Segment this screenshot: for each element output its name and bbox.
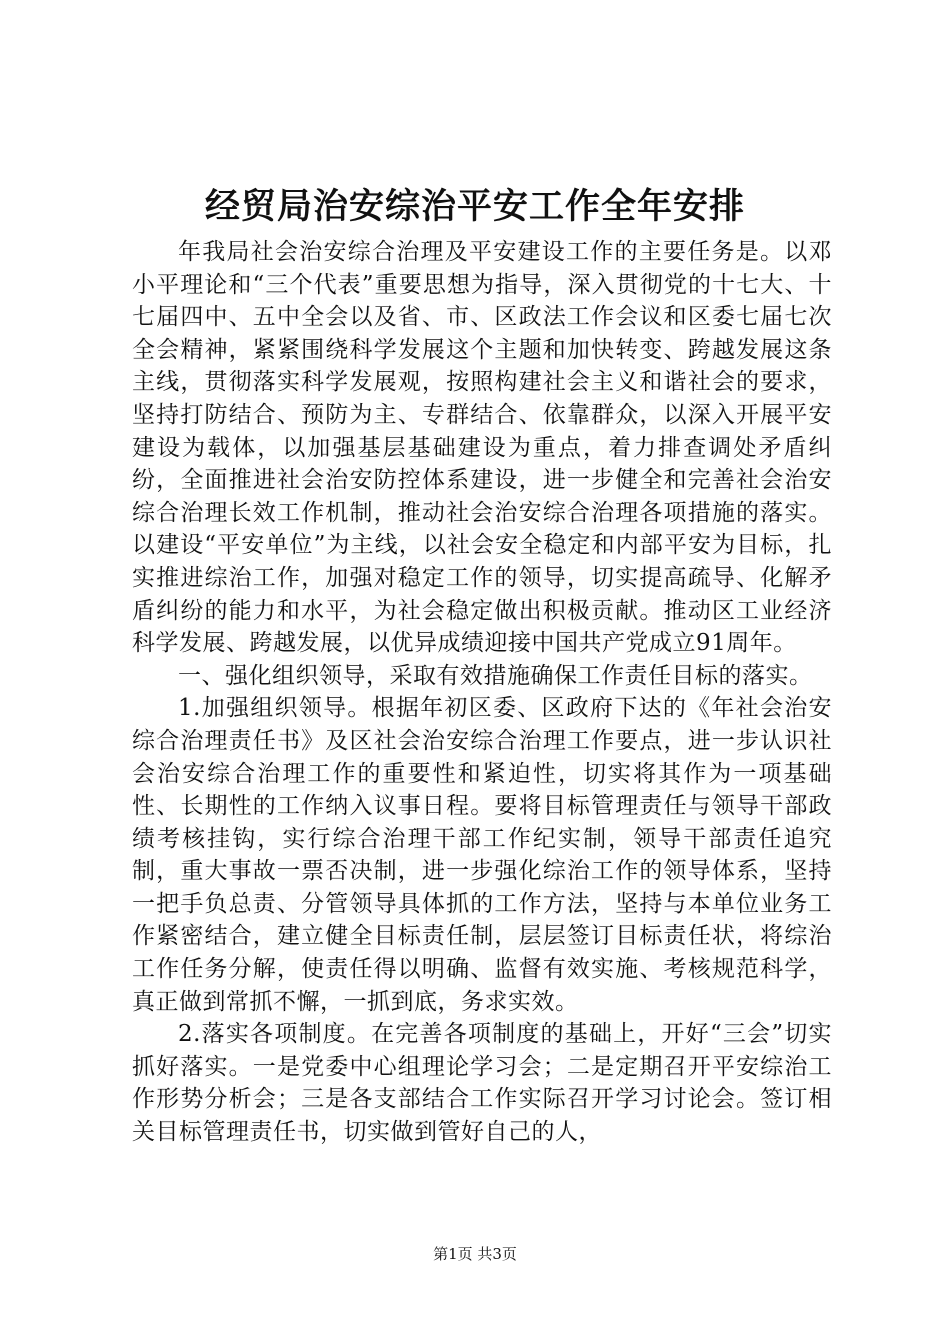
item-paragraph-1: 1.加强组织领导。根据年初区委、区政府下达的《年社会治安综合治理责任书》及区社会治安综合治理工作要点，进一步认识社会治安综合治理工作的重要性和紧迫性，切实将其作为一项基础性、长期性的工作纳入议事日程。要将目标管理责任与领导干部政绩考核挂钩，实行综合治理干部工作纪实制，领导干部责任追究制，重大事故一票否决制，进一步强化综治工作的领导体系，坚持一把手负总责、分管领导具体抓的工作方法，坚持与本单位业务工作紧密结合，建立健全目标责任制，层层签订目标责任状，将综治工作任务分解，使责任得以明确、监督有效实施、考核规范科学，真正做到常抓不懈，一抓到底，务求实效。 [132, 695, 832, 1015]
document-body [132, 236, 832, 1149]
item-paragraph-2: 2.落实各项制度。在完善各项制度的基础上，开好“三会”切实抓好落实。一是党委中心组理论学习会；二是定期召开平安综治工作形势分析会；三是各支部结合工作实际召开学习讨论会。签订相关目标管理责任书，切实做到管好自己的人， [132, 1021, 832, 1146]
section-heading-1: 一、强化组织领导，采取有效措施确保工作责任目标的落实。 [178, 662, 813, 689]
intro-paragraph: 年我局社会治安综合治理及平安建设工作的主要任务是。以邓小平理论和“三个代表”重要思想为指导，深入贯彻党的十七大、十七届四中、五中全会以及省、市、区政法工作会议和区委七届七次全会精神，紧紧围绕科学发展这个主题和加快转变、跨越发展这条主线，贯彻落实科学发展观，按照构建社会主义和谐社会的要求，坚持打防结合、预防为主、专群结合、依靠群众，以深入开展平安建设为载体，以加强基层基础建设为重点，着力排查调处矛盾纠纷，全面推进社会治安防控体系建设，进一步健全和完善社会治安综合治理长效工作机制，推动社会治安综合治理各项措施的落实。以建设“平安单位”为主线，以社会安全稳定和内部平安为目标，扎实推进综治工作，加强对稳定工作的领导，切实提高疏导、化解矛盾纠纷的能力和水平，为社会稳定做出积极贡献。推动区工业经济科学发展、跨越发展，以优异成绩迎接中国共产党成立91周年。 [132, 239, 832, 657]
document-title: 经贸局治安综治平安工作全年安排 [204, 186, 745, 227]
page-footer: 第1页 共3页 [433, 1245, 517, 1263]
